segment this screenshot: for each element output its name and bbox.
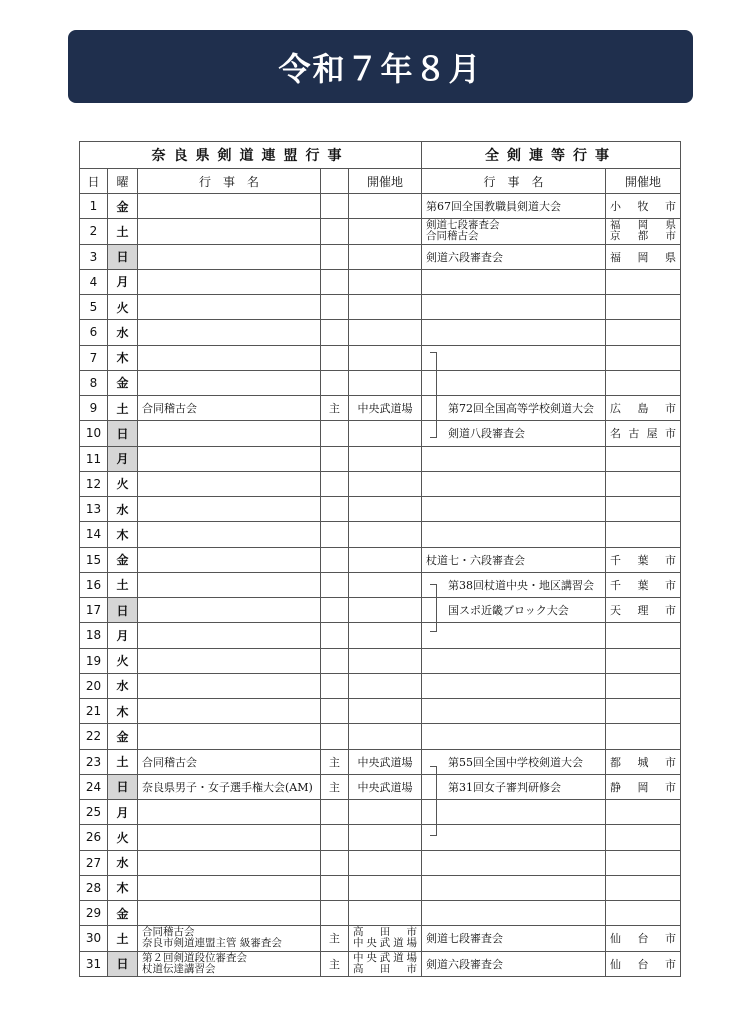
weekday-cell: 金 <box>108 547 138 572</box>
table-row <box>80 522 681 547</box>
nara-venue-cell <box>349 522 422 547</box>
zenken-venue-cell-line: 京 都 市 <box>610 230 676 243</box>
weekday-cell: 月 <box>108 269 138 294</box>
host-mark-cell <box>321 269 349 294</box>
weekday-cell: 土 <box>108 749 138 774</box>
table-row <box>80 421 681 446</box>
nara-event-cell <box>138 446 321 471</box>
host-mark-cell <box>321 446 349 471</box>
weekday-column-header: 曜 <box>108 169 138 194</box>
day-cell: 19 <box>80 648 108 673</box>
nara-event-cell <box>138 269 321 294</box>
host-mark-cell <box>321 623 349 648</box>
zenken-event-cell <box>422 648 606 673</box>
zenken-event-cell <box>422 370 606 395</box>
nara-event-cell <box>138 219 321 244</box>
zenken-venue-cell: 静 岡 市 <box>606 774 681 799</box>
nara-event-cell <box>138 623 321 648</box>
day-cell: 22 <box>80 724 108 749</box>
day-cell: 16 <box>80 572 108 597</box>
zenken-venue-cell <box>606 623 681 648</box>
host-mark-cell: 主 <box>321 951 349 976</box>
nara-venue-cell <box>349 951 422 976</box>
zenken-venue-cell <box>606 522 681 547</box>
zenken-event-cell <box>422 471 606 496</box>
nara-event-cell <box>138 699 321 724</box>
table-row <box>80 673 681 698</box>
zenken-event-cell: 第67回全国教職員剣道大会 <box>422 194 606 219</box>
nara-venue-cell <box>349 598 422 623</box>
brace-bracket <box>430 352 437 438</box>
zenken-venue-cell: 千 葉 市 <box>606 547 681 572</box>
zenken-event-cell: 剣道八段審査会 <box>422 421 606 446</box>
table-row <box>80 471 681 496</box>
zenken-event-cell <box>422 623 606 648</box>
weekday-cell: 水 <box>108 850 138 875</box>
day-cell: 17 <box>80 598 108 623</box>
table-row <box>80 825 681 850</box>
nara-event-cell <box>138 572 321 597</box>
month-title-banner <box>68 30 693 103</box>
day-cell: 21 <box>80 699 108 724</box>
weekday-cell: 木 <box>108 699 138 724</box>
day-cell: 6 <box>80 320 108 345</box>
nara-venue-cell <box>349 446 422 471</box>
nara-venue-cell <box>349 320 422 345</box>
zenken-event-cell-line: 合同稽古会 <box>426 230 479 243</box>
zenken-event-cell <box>422 320 606 345</box>
nara-event-cell <box>138 800 321 825</box>
host-mark-cell <box>321 471 349 496</box>
weekday-cell: 火 <box>108 471 138 496</box>
host-mark-header <box>321 169 349 194</box>
zenken-venue-cell <box>606 219 681 244</box>
nara-venue-cell <box>349 875 422 900</box>
zenken-venue-cell <box>606 497 681 522</box>
zenken-venue-cell <box>606 850 681 875</box>
table-row <box>80 699 681 724</box>
table-row <box>80 320 681 345</box>
weekday-cell: 木 <box>108 875 138 900</box>
weekday-cell: 水 <box>108 320 138 345</box>
host-mark-cell <box>321 800 349 825</box>
table-row <box>80 774 681 799</box>
table-row <box>80 572 681 597</box>
nara-event-cell <box>138 724 321 749</box>
host-mark-cell <box>321 522 349 547</box>
weekday-cell: 火 <box>108 648 138 673</box>
zenken-venue-cell <box>606 269 681 294</box>
nara-event-cell <box>138 901 321 926</box>
zenken-venue-cell <box>606 673 681 698</box>
weekday-cell: 金 <box>108 724 138 749</box>
nara-venue-cell <box>349 623 422 648</box>
host-mark-cell <box>321 825 349 850</box>
day-cell: 29 <box>80 901 108 926</box>
zenken-event-cell <box>422 345 606 370</box>
zenken-venue-cell <box>606 648 681 673</box>
day-cell: 9 <box>80 396 108 421</box>
table-row <box>80 598 681 623</box>
nara-venue-cell <box>349 648 422 673</box>
nara-event-cell <box>138 648 321 673</box>
nara-venue-cell-line: 高 田 市 <box>353 926 417 939</box>
day-cell: 10 <box>80 421 108 446</box>
zenken-event-cell <box>422 497 606 522</box>
zenken-venue-cell: 小 牧 市 <box>606 194 681 219</box>
nara-event-cell <box>138 673 321 698</box>
host-mark-cell <box>321 673 349 698</box>
host-mark-cell <box>321 598 349 623</box>
table-row <box>80 269 681 294</box>
nara-event-cell: 合同稽古会 <box>138 749 321 774</box>
table-row <box>80 219 681 244</box>
host-mark-cell <box>321 244 349 269</box>
nara-venue-cell <box>349 244 422 269</box>
nara-event-cell <box>138 370 321 395</box>
day-cell: 11 <box>80 446 108 471</box>
nara-event-cell <box>138 421 321 446</box>
table-row <box>80 244 681 269</box>
day-cell: 8 <box>80 370 108 395</box>
zenken-event-cell-line: 剣道七段審査会 <box>426 219 500 232</box>
zenken-event-cell <box>422 219 606 244</box>
zenken-venue-cell <box>606 370 681 395</box>
zenken-event-cell: 剣道七段審査会 <box>422 926 606 951</box>
zenken-event-cell <box>422 446 606 471</box>
day-cell: 7 <box>80 345 108 370</box>
table-row <box>80 648 681 673</box>
nara-venue-cell <box>349 421 422 446</box>
weekday-cell: 月 <box>108 623 138 648</box>
table-row <box>80 901 681 926</box>
weekday-cell: 日 <box>108 244 138 269</box>
nara-event-cell: 合同稽古会 <box>138 396 321 421</box>
zenken-event-name-header: 行 事 名 <box>422 169 606 194</box>
nara-event-cell <box>138 497 321 522</box>
weekday-cell: 日 <box>108 774 138 799</box>
zenken-venue-cell <box>606 875 681 900</box>
zenken-event-cell: 第72回全国高等学校剣道大会 <box>422 396 606 421</box>
table-row <box>80 446 681 471</box>
zenken-venue-cell <box>606 345 681 370</box>
table-row <box>80 850 681 875</box>
zenken-venue-cell <box>606 800 681 825</box>
weekday-cell: 水 <box>108 673 138 698</box>
table-row <box>80 724 681 749</box>
weekday-cell: 木 <box>108 345 138 370</box>
host-mark-cell <box>321 295 349 320</box>
nara-event-name-header: 行 事 名 <box>138 169 321 194</box>
host-mark-cell: 主 <box>321 774 349 799</box>
nara-venue-cell <box>349 194 422 219</box>
day-cell: 23 <box>80 749 108 774</box>
host-mark-cell <box>321 194 349 219</box>
weekday-cell: 日 <box>108 598 138 623</box>
zenken-event-cell: 第55回全国中学校剣道大会 <box>422 749 606 774</box>
nara-venue-cell <box>349 219 422 244</box>
nara-event-cell <box>138 320 321 345</box>
zenken-venue-cell: 広 島 市 <box>606 396 681 421</box>
table-row <box>80 926 681 951</box>
day-cell: 24 <box>80 774 108 799</box>
day-cell: 5 <box>80 295 108 320</box>
zenken-event-cell: 剣道六段審査会 <box>422 951 606 976</box>
table-row <box>80 875 681 900</box>
zenken-events-header: 全剣連等行事 <box>422 142 681 169</box>
day-cell: 4 <box>80 269 108 294</box>
nara-event-cell <box>138 598 321 623</box>
nara-venue-cell <box>349 497 422 522</box>
weekday-cell: 土 <box>108 219 138 244</box>
zenken-event-cell <box>422 825 606 850</box>
weekday-cell: 日 <box>108 421 138 446</box>
host-mark-cell <box>321 724 349 749</box>
nara-events-header: 奈良県剣道連盟行事 <box>80 142 422 169</box>
day-cell: 3 <box>80 244 108 269</box>
zenken-event-cell: 第31回女子審判研修会 <box>422 774 606 799</box>
nara-event-cell <box>138 926 321 951</box>
zenken-venue-cell: 仙 台 市 <box>606 951 681 976</box>
table-row <box>80 295 681 320</box>
host-mark-cell <box>321 421 349 446</box>
host-mark-cell <box>321 219 349 244</box>
table-row <box>80 623 681 648</box>
nara-event-cell <box>138 825 321 850</box>
nara-event-cell-line: 合同稽古会 <box>142 926 195 939</box>
table-row <box>80 497 681 522</box>
nara-event-cell: 奈良県男子・女子選手権大会(AM) <box>138 774 321 799</box>
nara-event-cell <box>138 951 321 976</box>
nara-venue-cell: 中央武道場 <box>349 749 422 774</box>
nara-venue-cell <box>349 547 422 572</box>
nara-venue-cell: 中央武道場 <box>349 774 422 799</box>
nara-venue-cell <box>349 673 422 698</box>
nara-event-cell <box>138 875 321 900</box>
host-mark-cell <box>321 547 349 572</box>
weekday-cell: 月 <box>108 446 138 471</box>
day-cell: 1 <box>80 194 108 219</box>
weekday-cell: 土 <box>108 926 138 951</box>
zenken-venue-cell <box>606 699 681 724</box>
host-mark-cell <box>321 320 349 345</box>
zenken-venue-cell <box>606 295 681 320</box>
host-mark-cell <box>321 850 349 875</box>
host-mark-cell <box>321 497 349 522</box>
day-cell: 30 <box>80 926 108 951</box>
nara-event-cell-line: 第２回剣道段位審査会 <box>142 951 247 964</box>
nara-event-cell <box>138 244 321 269</box>
brace-bracket <box>430 766 437 836</box>
zenken-venue-cell: 千 葉 市 <box>606 572 681 597</box>
nara-event-cell <box>138 850 321 875</box>
nara-venue-cell <box>349 850 422 875</box>
nara-event-cell <box>138 194 321 219</box>
zenken-event-cell <box>422 522 606 547</box>
nara-venue-cell <box>349 926 422 951</box>
day-cell: 13 <box>80 497 108 522</box>
zenken-venue-cell <box>606 825 681 850</box>
day-cell: 26 <box>80 825 108 850</box>
nara-event-cell <box>138 547 321 572</box>
table-row <box>80 194 681 219</box>
table-row <box>80 370 681 395</box>
table-row <box>80 951 681 976</box>
weekday-cell: 土 <box>108 396 138 421</box>
weekday-cell: 火 <box>108 825 138 850</box>
day-cell: 25 <box>80 800 108 825</box>
zenken-venue-cell: 福 岡 県 <box>606 244 681 269</box>
zenken-event-cell <box>422 724 606 749</box>
nara-venue-cell-line: 中央武道場 <box>353 937 417 950</box>
host-mark-cell: 主 <box>321 396 349 421</box>
nara-venue-cell <box>349 699 422 724</box>
zenken-event-cell <box>422 295 606 320</box>
host-mark-cell <box>321 370 349 395</box>
day-cell: 18 <box>80 623 108 648</box>
zenken-venue-cell <box>606 471 681 496</box>
nara-venue-cell-line: 高 田 市 <box>353 962 417 975</box>
host-mark-cell <box>321 901 349 926</box>
nara-event-cell <box>138 471 321 496</box>
zenken-event-cell <box>422 673 606 698</box>
day-cell: 12 <box>80 471 108 496</box>
nara-venue-cell-line: 中央武道場 <box>353 951 417 964</box>
zenken-venue-cell <box>606 320 681 345</box>
table-row <box>80 547 681 572</box>
zenken-venue-cell <box>606 724 681 749</box>
table-row <box>80 749 681 774</box>
nara-venue-cell <box>349 901 422 926</box>
zenken-venue-cell: 都 城 市 <box>606 749 681 774</box>
host-mark-cell <box>321 699 349 724</box>
nara-event-cell-line: 杖道伝達講習会 <box>142 962 216 975</box>
nara-venue-cell: 中央武道場 <box>349 396 422 421</box>
zenken-event-cell: 剣道六段審査会 <box>422 244 606 269</box>
nara-venue-cell <box>349 800 422 825</box>
day-cell: 2 <box>80 219 108 244</box>
zenken-venue-cell: 天 理 市 <box>606 598 681 623</box>
zenken-venue-cell <box>606 446 681 471</box>
weekday-cell: 水 <box>108 497 138 522</box>
day-cell: 27 <box>80 850 108 875</box>
weekday-cell: 月 <box>108 800 138 825</box>
host-mark-cell <box>321 875 349 900</box>
zenken-event-cell <box>422 875 606 900</box>
weekday-cell: 金 <box>108 901 138 926</box>
day-cell: 15 <box>80 547 108 572</box>
host-mark-cell <box>321 648 349 673</box>
weekday-cell: 火 <box>108 295 138 320</box>
weekday-cell: 金 <box>108 194 138 219</box>
month-title: 令和７年８月 <box>278 49 483 88</box>
weekday-cell: 土 <box>108 572 138 597</box>
zenken-venue-cell: 名古屋市 <box>606 421 681 446</box>
nara-event-cell <box>138 295 321 320</box>
nara-event-cell <box>138 345 321 370</box>
weekday-cell: 金 <box>108 370 138 395</box>
zenken-event-cell <box>422 699 606 724</box>
zenken-event-cell <box>422 800 606 825</box>
nara-venue-cell <box>349 724 422 749</box>
nara-event-cell-line: 奈良市剣道連盟主管 級審査会 <box>142 937 282 950</box>
host-mark-cell <box>321 345 349 370</box>
nara-venue-cell <box>349 825 422 850</box>
zenken-event-cell: 第38回杖道中央・地区講習会 <box>422 572 606 597</box>
day-cell: 14 <box>80 522 108 547</box>
nara-venue-cell <box>349 572 422 597</box>
day-cell: 20 <box>80 673 108 698</box>
schedule-body <box>80 194 681 977</box>
table-row <box>80 396 681 421</box>
host-mark-cell: 主 <box>321 749 349 774</box>
zenken-venue-cell-line: 福 岡 県 <box>610 219 676 232</box>
nara-venue-cell <box>349 269 422 294</box>
zenken-venue-header: 開催地 <box>606 169 681 194</box>
zenken-event-cell <box>422 901 606 926</box>
zenken-event-cell <box>422 850 606 875</box>
nara-event-cell <box>138 522 321 547</box>
zenken-venue-cell <box>606 901 681 926</box>
zenken-event-cell: 杖道七・六段審査会 <box>422 547 606 572</box>
brace-bracket <box>430 584 437 632</box>
zenken-event-cell <box>422 269 606 294</box>
zenken-venue-cell: 仙 台 市 <box>606 926 681 951</box>
weekday-cell: 木 <box>108 522 138 547</box>
day-column-header: 日 <box>80 169 108 194</box>
nara-venue-cell <box>349 471 422 496</box>
day-cell: 28 <box>80 875 108 900</box>
weekday-cell: 日 <box>108 951 138 976</box>
nara-venue-header: 開催地 <box>349 169 422 194</box>
host-mark-cell: 主 <box>321 926 349 951</box>
host-mark-cell <box>321 572 349 597</box>
table-row <box>80 800 681 825</box>
day-cell: 31 <box>80 951 108 976</box>
nara-venue-cell <box>349 370 422 395</box>
table-row <box>80 345 681 370</box>
zenken-event-cell: 国スポ近畿ブロック大会 <box>422 598 606 623</box>
nara-venue-cell <box>349 345 422 370</box>
nara-venue-cell <box>349 295 422 320</box>
event-schedule-table <box>79 141 681 977</box>
